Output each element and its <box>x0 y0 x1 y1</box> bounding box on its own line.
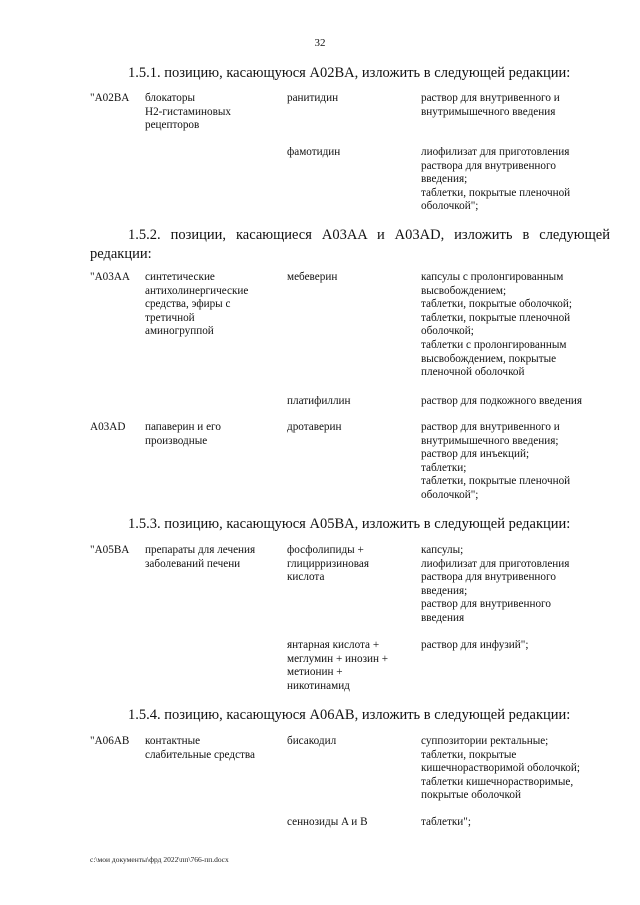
dosage-forms <box>421 146 615 214</box>
pharmacological-group-line: папаверин и его <box>145 421 221 433</box>
dosage-forms-line: капсулы с пролонгированным <box>421 271 564 283</box>
atc-code: A03AD <box>90 421 126 433</box>
dosage-forms-line: покрытые оболочкой <box>421 789 521 802</box>
table-row <box>90 544 615 639</box>
dosage-forms-line: таблетки, покрытые пленочной <box>421 186 571 199</box>
dosage-forms-line: таблетки, покрытые оболочкой; <box>421 298 572 311</box>
table-row <box>90 271 615 395</box>
drug-name-line: сеннозиды A и B <box>287 816 368 828</box>
drug-name <box>287 816 417 830</box>
dosage-forms-line: капсулы; <box>421 544 464 556</box>
section-table-3 <box>90 544 615 699</box>
section-heading-1: 1.5.1. позицию, касающуюся A02BA, изложить в следующей редакции: <box>128 65 571 81</box>
dosage-forms-line: лиофилизат для приготовления <box>421 557 570 570</box>
dosage-forms-line: раствора для внутривенного <box>421 571 556 584</box>
pharmacological-group-line: антихолинергические <box>145 284 249 297</box>
dosage-forms-line: раствор для внутривенного и <box>421 421 560 433</box>
dosage-forms <box>421 544 615 626</box>
dosage-forms <box>421 735 615 803</box>
dosage-forms-line: раствор для инъекций; <box>421 448 530 461</box>
drug-name <box>287 421 417 435</box>
dosage-forms-line: раствор для инфузий"; <box>421 639 529 651</box>
dosage-forms-line: раствор для внутривенного <box>421 598 551 611</box>
drug-name <box>287 395 417 409</box>
drug-name-line: дротаверин <box>287 421 342 433</box>
table-row <box>90 92 615 146</box>
drug-name-line: глицирризиновая <box>287 557 369 570</box>
atc-code: "A02BA <box>90 92 130 104</box>
dosage-forms <box>421 639 615 653</box>
dosage-forms <box>421 395 615 409</box>
dosage-forms-line: раствор для внутривенного и <box>421 92 560 104</box>
dosage-forms-line: кишечнорастворимой оболочкой; <box>421 762 580 775</box>
pharmacological-group-line: блокаторы <box>145 92 195 104</box>
dosage-forms <box>421 271 615 380</box>
dosage-forms-line: высвобождением, покрытые <box>421 352 557 365</box>
dosage-forms-line: пленочной оболочкой <box>421 366 525 379</box>
dosage-forms-line: оболочкой"; <box>421 200 479 213</box>
dosage-forms-line: раствор для подкожного введения <box>421 395 583 407</box>
drug-name <box>287 146 417 160</box>
table-row <box>90 146 615 226</box>
pharmacological-group-line: H2-гистаминовых <box>145 105 231 118</box>
dosage-forms-line: таблетки"; <box>421 816 471 828</box>
dosage-forms-line: внутримышечного введения; <box>421 434 559 447</box>
drug-name-line: янтарная кислота + <box>287 639 380 651</box>
dosage-forms-line: высвобождением; <box>421 284 507 297</box>
dosage-forms-line: раствора для внутривенного <box>421 159 556 172</box>
table-row <box>90 639 615 699</box>
pharmacological-group-line: третичной <box>145 311 195 324</box>
drug-name-line: мебеверин <box>287 271 338 283</box>
dosage-forms <box>421 92 615 119</box>
pharmacological-group-line: контактные <box>145 735 201 747</box>
section-heading-3: 1.5.3. позицию, касающуюся A05BA, изложить в следующей редакции: <box>128 516 571 532</box>
pharmacological-group-line: производные <box>145 434 208 447</box>
drug-name-line: фосфолипиды + <box>287 544 364 556</box>
table-row <box>90 735 615 816</box>
dosage-forms-line: суппозитории ректальные; <box>421 735 549 747</box>
dosage-forms-line: введения; <box>421 173 468 186</box>
pharmacological-group-line: слабительные средства <box>145 748 256 761</box>
drug-name <box>287 271 417 285</box>
dosage-forms-line: введения; <box>421 584 468 597</box>
drug-name-line: ранитидин <box>287 92 339 104</box>
dosage-forms-line: внутримышечного введения <box>421 105 556 118</box>
pharmacological-group-line: аминогруппой <box>145 325 214 338</box>
dosage-forms-line: введения <box>421 611 465 624</box>
drug-name-line: фамотидин <box>287 146 341 158</box>
section-heading-2: 1.5.2. позиции, касающиеся A03AA и A03AD, изложить в следующей редакции: <box>90 227 610 262</box>
table-row <box>90 395 615 421</box>
pharmacological-group <box>145 92 283 133</box>
table-row <box>90 816 615 836</box>
section-table-2 <box>90 271 615 511</box>
page-number: 32 <box>314 37 326 49</box>
dosage-forms-line: таблетки, покрытые пленочной <box>421 311 571 324</box>
section-table-4 <box>90 735 615 836</box>
atc-code: "A05BA <box>90 544 130 556</box>
drug-name-line: никотинамид <box>287 679 350 692</box>
drug-name <box>287 639 417 693</box>
drug-name-line: метионин + <box>287 666 343 679</box>
pharmacological-group-line: средства, эфиры с <box>145 298 231 311</box>
atc-code: "A03AA <box>90 271 130 283</box>
pharmacological-group <box>145 271 283 339</box>
drug-name-line: меглумин + инозин + <box>287 652 389 665</box>
drug-name-line: платифиллин <box>287 395 351 407</box>
drug-name-line: кислота <box>287 571 325 584</box>
pharmacological-group <box>145 544 283 571</box>
drug-name <box>287 544 417 585</box>
pharmacological-group-line: рецепторов <box>145 119 200 132</box>
dosage-forms-line: таблетки; <box>421 461 467 474</box>
table-row <box>90 421 615 511</box>
dosage-forms-line: таблетки с пролонгированным <box>421 338 567 351</box>
dosage-forms <box>421 816 615 830</box>
section-table-1 <box>90 92 615 226</box>
drug-name <box>287 735 417 749</box>
dosage-forms-line: таблетки, покрытые пленочной <box>421 475 571 488</box>
dosage-forms-line: оболочкой; <box>421 325 474 338</box>
dosage-forms-line: лиофилизат для приготовления <box>421 146 570 158</box>
pharmacological-group <box>145 421 283 448</box>
pharmacological-group-line: синтетические <box>145 271 215 283</box>
drug-name <box>287 92 417 106</box>
dosage-forms-line: таблетки, покрытые <box>421 748 517 761</box>
dosage-forms-line: таблетки кишечнорастворимые, <box>421 775 574 788</box>
pharmacological-group-line: препараты для лечения <box>145 544 256 556</box>
pharmacological-group-line: заболеваний печени <box>145 557 241 570</box>
atc-code: "A06AB <box>90 735 130 747</box>
pharmacological-group <box>145 735 283 762</box>
section-heading-4: 1.5.4. позицию, касающуюся A06AB, изложить в следующей редакции: <box>128 707 571 723</box>
dosage-forms <box>421 421 615 503</box>
file-path-footer: c:\мои документы\фрд 2022\пп\766-пп.docx <box>90 855 229 864</box>
dosage-forms-line: оболочкой"; <box>421 488 479 501</box>
drug-name-line: бисакодил <box>287 735 337 747</box>
